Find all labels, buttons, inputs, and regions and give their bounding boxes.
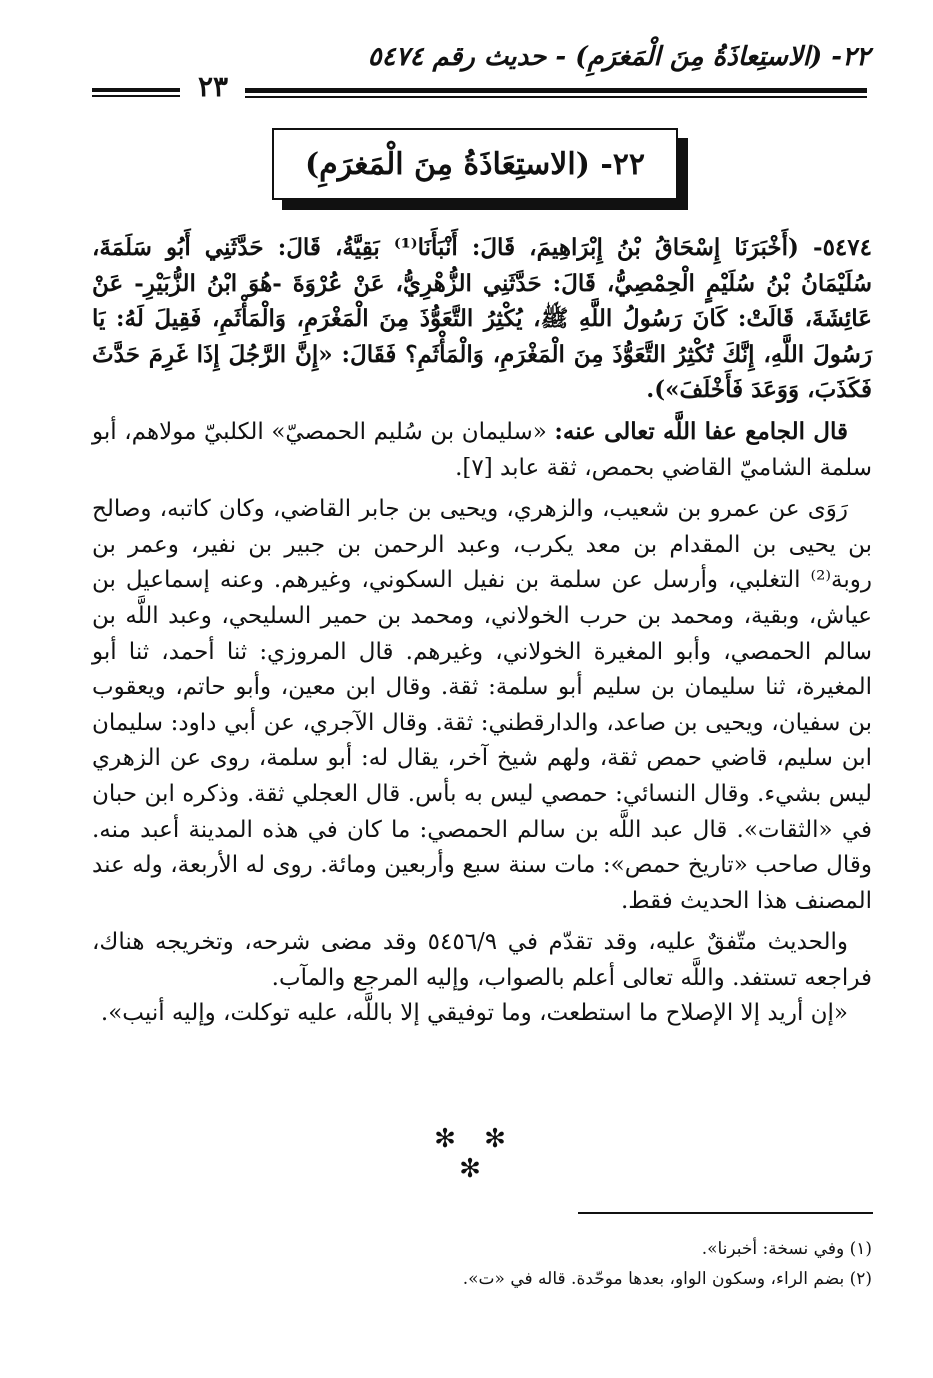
header-rule-left-thick (92, 88, 180, 92)
header-rule-thick (245, 88, 867, 93)
section-end-stars: ✻ ✻ ✻ (434, 1124, 516, 1184)
running-head: ٢٢- (الاستِعاذَةُ مِنَ الْمَغرَمِ) - حديث رقم ٥٤٧٤ (367, 42, 870, 72)
main-text (92, 230, 872, 1032)
commentary-paragraph-1 (92, 414, 872, 486)
header-rule-left-thin (92, 95, 180, 97)
commentary-paragraph-3: والحديث متّفقٌ عليه، وقد تقدّم في ٥٤٥٦/٩ وقد مضى شرحه، وتخريجه هناك، فراجعه تستفد. واللَّه تعالى أعلم بالصواب، وإليه المرجع والمآب. (92, 929, 872, 991)
page-number: ٢٣ (197, 70, 229, 103)
closing-quote: «إن أريد إلا الإصلاح ما استطعت، وما توفيقي إلا باللَّه، عليه توكلت، وإليه أنيب». (100, 1000, 848, 1027)
footnote-2: (٢) بضم الراء، وسكون الواو، بعدها موحّدة. قاله في «ت». (462, 1269, 872, 1289)
commentary-paragraph-2: رَوَى عن عمرو بن شعيب، والزهري، ويحيى بن جابر القاضي، وكان كاتبه، وصالح بن يحيى بن المقدام بن معد يكرب، وعبد الرحمن بن جبير بن نفير، وعمر بن روبة⁽²⁾ التغلبي، وأرسل عن سلمة بن نفيل السكوني، وغيرهم. وعنه إسماعيل بن عياش، وبقية، ومحمد بن حرب الخولاني، ومحمد بن حمير السليحي، وعبد اللَّه بن سالم الحمصي، وأبو المغيرة الخولاني، وغيرهم. قال المروزي: ثنا أحمد، ثنا أبو المغيرة، ثنا سليمان بن سليم أبو سلمة: ثقة. وقال ابن معين، وأبو حاتم، ويعقوب بن سفيان، ويحيى بن صاعد، والدارقطني: ثقة. وقال الآجري، عن أبي داود: سليمان ابن سليم، قاضي حمص ثقة، ولهم شيخ آخر، يقال له: أبو سلمة، روى عن الزهري ليس بشيء. وقال النسائي: حمصي ليس به بأس. قال العجلي ثقة. وذكره ابن حبان في «الثقات». قال عبد اللَّه بن سالم الحمصي: ما كان في هذه المدينة أعبد منه. وقال صاحب «تاريخ حمص»: مات سنة سبع وأربعين ومائة. روى له الأربعة، وله عند المصنف هذا الحديث فقط. (92, 496, 872, 914)
commentary-lead: قال الجامع عفا اللَّه تعالى عنه: (554, 417, 848, 445)
hadith-text: ٥٤٧٤- (أَخْبَرَنَا إِسْحَاقُ بْنُ إِبْرَاهِيمَ، قَالَ: أَنْبَأَنَا⁽¹⁾ بَقِيَّةُ، قَالَ: حَدَّثَنِي أَبُو سَلَمَةَ، سُلَيْمَانُ بْنُ سُلَيْمٍ الْحِمْصِيُّ، قَالَ: حَدَّثَنِي الزُّهْرِيُّ، عَنْ عُرْوَةَ -هُوَ ابْنُ الزُّبَيْرِ- عَنْ عَائِشَةَ، قَالَتْ: كَانَ رَسُولُ اللَّهِ ﷺ، يُكْثِرُ التَّعَوُّذَ مِنَ الْمَغْرَمِ، وَالْمَأْثَمِ، فَقِيلَ لَهُ: يَا رَسُولَ اللَّهِ، إِنَّكَ تُكْثِرُ التَّعَوُّذَ مِنَ الْمَغْرَمِ، وَالْمَأْثَمِ؟ فَقَالَ: «إِنَّ الرَّجُلَ إِذَا غَرِمَ حَدَّثَ فَكَذَبَ، وَوَعَدَ فَأَخْلَفَ»). (92, 234, 872, 404)
header-rule-thin (245, 96, 867, 98)
chapter-title-box (272, 128, 678, 200)
footnotes (300, 1234, 872, 1294)
chapter-title: ٢٢- (الاستِعَاذَةُ مِنَ الْمَغرَمِ) (304, 146, 646, 182)
commentary-narrator: «سليمان بن سُليم الحمصيّ» الكلبيّ مولاهم، أبو سلمة الشاميّ القاضي بحمص، ثقة عابد [٧]. (92, 418, 872, 481)
footnote-1: (١) وفي نسخة: أخبرنا». (701, 1239, 872, 1259)
footnote-rule (578, 1212, 873, 1214)
